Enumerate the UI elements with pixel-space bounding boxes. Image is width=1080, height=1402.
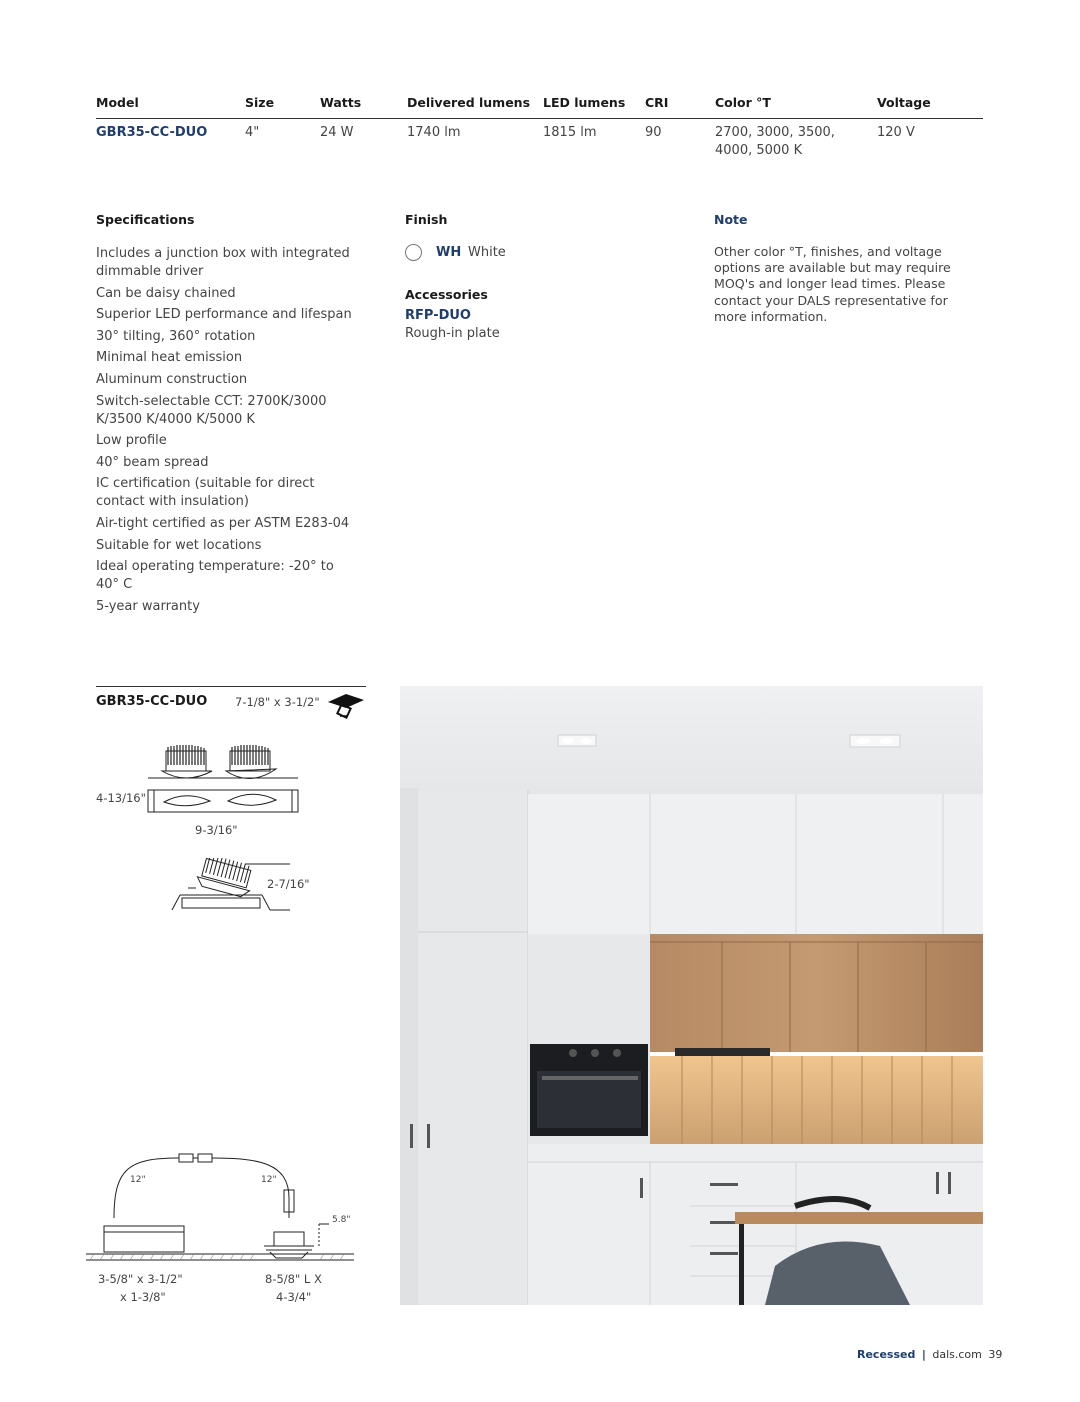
accessory-code: RFP-DUO	[405, 308, 471, 323]
spec-item: Aluminum construction	[96, 371, 248, 387]
cable-left-label: 12"	[130, 1175, 146, 1185]
cell-delivered-lumens: 1740 lm	[407, 125, 461, 140]
footer-site-link[interactable]: dals.com	[932, 1348, 982, 1361]
specifications-list	[96, 245, 356, 619]
header-led-lumens: LED lumens	[543, 95, 626, 110]
spec-item: Superior LED performance and lifespan	[96, 307, 352, 323]
installation-drawing	[84, 1148, 364, 1270]
footer-section: Recessed	[857, 1348, 916, 1361]
diagram-model: GBR35-CC-DUO	[96, 694, 208, 709]
fixture-dim-line2: 4-3/4"	[276, 1290, 312, 1304]
width-label: 9-3/16"	[195, 823, 238, 837]
cell-watts: 24 W	[320, 125, 354, 140]
header-color-temp: Color °T	[715, 95, 771, 110]
finish-code: WH	[436, 245, 462, 260]
cable-right-label: 12"	[261, 1175, 277, 1185]
junction-dim-line1: 3-5/8" x 3-1/2"	[98, 1272, 183, 1286]
header-size: Size	[245, 95, 275, 110]
table-header-rule	[96, 118, 983, 119]
finish-swatch-white	[405, 244, 422, 261]
spec-item: Suitable for wet locations	[96, 537, 262, 553]
header-delivered-lumens: Delivered lumens	[407, 95, 531, 110]
header-watts: Watts	[320, 95, 362, 110]
spec-item: Low profile	[96, 433, 167, 449]
spec-item: Minimal heat emission	[96, 350, 243, 366]
ceiling-cutout-icon	[326, 692, 366, 722]
specifications-heading: Specifications	[96, 212, 195, 227]
duo-fixture-front-drawing	[140, 745, 305, 820]
page-number: 39	[988, 1348, 1003, 1361]
finish-heading: Finish	[405, 212, 448, 227]
spec-item: 40° beam spread	[96, 454, 209, 470]
cable-height-label: 5.8"	[332, 1215, 351, 1225]
spec-item: Air-tight certified as per ASTM E283-04	[96, 515, 350, 531]
cell-led-lumens: 1815 lm	[543, 125, 597, 140]
depth-label: 2-7/16"	[267, 877, 310, 891]
spec-item: Can be daisy chained	[96, 285, 236, 301]
spec-item: Switch-selectable CCT: 2700K/3000 K/3500 K/4000 K/5000 K	[96, 393, 327, 427]
header-model: Model	[96, 95, 139, 110]
spec-item: IC certification (suitable for direct contact with insulation)	[96, 476, 315, 510]
diagram-cutout: 7-1/8" x 3-1/2"	[235, 695, 320, 709]
header-cri: CRI	[645, 95, 669, 110]
cell-voltage: 120 V	[877, 125, 915, 140]
cell-color-temp-line1: 2700, 3000, 3500,	[715, 125, 835, 140]
spec-item: Ideal operating temperature: -20° to 40° C	[96, 559, 334, 593]
accessory-name: Rough-in plate	[405, 326, 500, 341]
spec-item: 5-year warranty	[96, 598, 200, 614]
junction-dim-line2: x 1-3/8"	[120, 1290, 166, 1304]
note-heading: Note	[714, 212, 748, 227]
footer	[857, 1348, 1002, 1361]
spec-item: 30° tilting, 360° rotation	[96, 328, 256, 344]
finish-name: White	[468, 245, 506, 260]
diagram-rule	[96, 686, 366, 687]
cell-model: GBR35-CC-DUO	[96, 125, 208, 140]
cell-cri: 90	[645, 125, 662, 140]
spec-item: Includes a junction box with integrated dimmable driver	[96, 246, 350, 279]
header-voltage: Voltage	[877, 95, 931, 110]
footer-separator: |	[921, 1348, 926, 1361]
fixture-dim-line1: 8-5/8" L X	[265, 1272, 322, 1286]
cell-size: 4"	[245, 125, 260, 140]
kitchen-photo	[400, 686, 983, 1305]
height-label: 4-13/16"	[96, 791, 146, 805]
accessories-heading: Accessories	[405, 287, 488, 302]
note-text: Other color °T, finishes, and voltage options are available but may require MOQ's and longer lead times. Please contact your DALS representative for more information.	[714, 244, 951, 324]
cell-color-temp-line2: 4000, 5000 K	[715, 143, 803, 158]
